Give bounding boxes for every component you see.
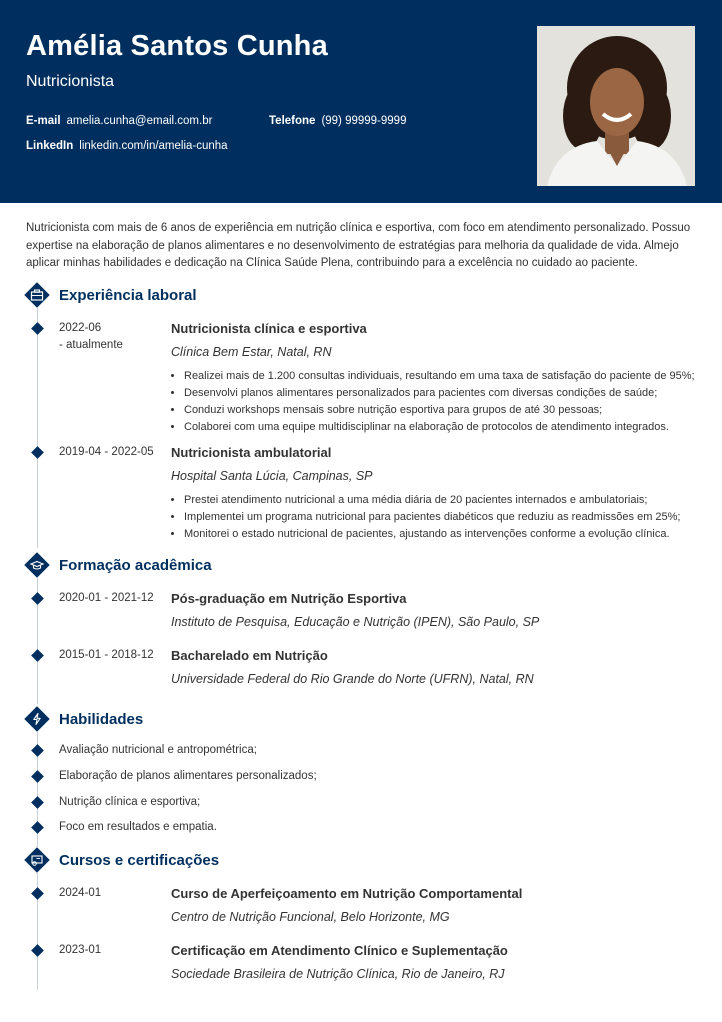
experience-title-2: Nutricionista ambulatorial <box>171 445 332 460</box>
certificate-icon <box>24 847 50 873</box>
skill-dot-2 <box>31 770 44 783</box>
email-label: E-mail <box>26 115 61 127</box>
education-section-title: Formação acadêmica <box>59 557 212 574</box>
list-item: • Conduzi workshops mensais sobre nutrição esportiva para grupos de até 30 pessoas; <box>184 402 714 419</box>
education-dot-2 <box>31 649 44 662</box>
experience-start-date-1: 2022-06 <box>59 322 102 334</box>
experience-end-date-1: - atualmente <box>59 339 123 351</box>
education-date-1: 2020-01 - 2021-12 <box>59 592 154 604</box>
course-place-1: Centro de Nutrição Funcional, Belo Horizonte, MG <box>171 910 450 924</box>
courses-section-title: Cursos e certificações <box>59 852 220 869</box>
candidate-name: Amélia Santos Cunha <box>26 30 328 62</box>
skill-dot-3 <box>31 796 44 809</box>
course-dot-2 <box>31 944 44 957</box>
skill-item-3: Nutrição clínica e esportiva; <box>59 796 201 808</box>
linkedin-label: LinkedIn <box>26 140 74 152</box>
linkedin-contact <box>26 140 228 152</box>
experience-bullets-2 <box>171 492 714 543</box>
candidate-role: Nutricionista <box>26 73 115 90</box>
education-dot-1 <box>31 592 44 605</box>
phone-label: Telefone <box>269 115 316 127</box>
course-dot-1 <box>31 887 44 900</box>
phone-contact <box>269 115 406 127</box>
experience-place-1: Clínica Bem Estar, Natal, RN <box>171 345 332 359</box>
experience-timeline-line <box>37 308 38 548</box>
linkedin-value[interactable]: linkedin.com/in/amelia-cunha <box>79 140 228 152</box>
experience-dot-1 <box>31 322 44 335</box>
list-item: • Realizei mais de 1.200 consultas individuais, resultando em uma taxa de satisfação do paciente de 95%; <box>184 368 714 385</box>
course-date-2: 2023-01 <box>59 944 102 956</box>
education-place-1: Instituto de Pesquisa, Educação e Nutrição (IPEN), São Paulo, SP <box>171 615 540 629</box>
education-title-1: Pós-graduação em Nutrição Esportiva <box>171 591 407 606</box>
experience-dot-2 <box>31 446 44 459</box>
profile-photo <box>537 26 695 186</box>
experience-date-1 <box>59 320 123 354</box>
list-item: • Monitorei o estado nutricional de pacientes, ajustando as intervenções conforme a evolução clínica. <box>184 526 714 543</box>
skill-item-2: Elaboração de planos alimentares personalizados; <box>59 770 317 782</box>
education-date-2: 2015-01 - 2018-12 <box>59 649 154 661</box>
briefcase-icon <box>24 282 50 308</box>
course-date-1: 2024-01 <box>59 887 102 899</box>
email-contact <box>26 115 212 127</box>
professional-summary: Nutricionista com mais de 6 anos de experiência em nutrição clínica e esportiva, com foco em atendimento personalizado. Possuo expertise na elaboração de planos alimentares e no desenvolvimento de estratégias para melhoria da qualidade de vida. Almejo aplicar minhas habilidades e dedicação na Clínica Saúde Plena, contribuindo para a excelência no cuidado ao paciente. <box>26 222 691 269</box>
experience-section-title: Experiência laboral <box>59 287 197 304</box>
phone-value[interactable]: (99) 99999-9999 <box>321 115 407 127</box>
education-place-2: Universidade Federal do Rio Grande do Norte (UFRN), Natal, RN <box>171 672 534 686</box>
list-item: • Implementei um programa nutricional para pacientes diabéticos que reduziu as readmissões em 25%; <box>184 509 714 526</box>
experience-date-2: 2019-04 - 2022-05 <box>59 446 154 458</box>
course-place-2: Sociedade Brasileira de Nutrição Clínica, Rio de Janeiro, RJ <box>171 967 505 981</box>
experience-title-1: Nutricionista clínica e esportiva <box>171 321 367 336</box>
list-item: • Colaborei com uma equipe multidisciplinar na elaboração de protocolos de atendimento integrados. <box>184 419 714 436</box>
education-title-2: Bacharelado em Nutrição <box>171 648 328 663</box>
lightning-icon <box>24 706 50 732</box>
skill-dot-4 <box>31 821 44 834</box>
skill-item-4: Foco em resultados e empatia. <box>59 821 217 833</box>
list-item: • Desenvolvi planos alimentares personalizados para pacientes com diversas condições de saúde; <box>184 385 714 402</box>
graduation-cap-icon <box>24 552 50 578</box>
experience-bullets-1 <box>171 368 714 436</box>
experience-place-2: Hospital Santa Lúcia, Campinas, SP <box>171 469 373 483</box>
skill-dot-1 <box>31 744 44 757</box>
resume-header <box>0 0 722 203</box>
course-title-2: Certificação em Atendimento Clínico e Suplementação <box>171 943 508 958</box>
skill-item-1: Avaliação nutricional e antropométrica; <box>59 744 257 756</box>
list-item: • Prestei atendimento nutricional a uma média diária de 20 pacientes internados e ambulatoriais; <box>184 492 714 509</box>
email-value[interactable]: amelia.cunha@email.com.br <box>66 115 213 127</box>
skills-section-title: Habilidades <box>59 711 144 728</box>
course-title-1: Curso de Aperfeiçoamento em Nutrição Comportamental <box>171 886 523 901</box>
